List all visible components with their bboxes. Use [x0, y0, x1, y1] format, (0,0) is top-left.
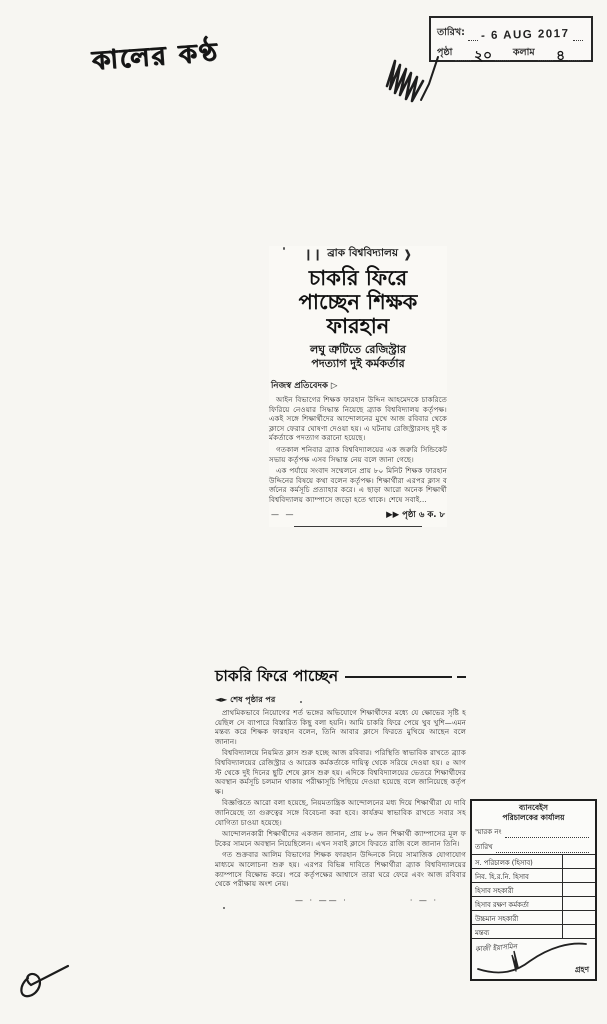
- designation-label: উচ্চমান সহকারী: [475, 915, 519, 923]
- office-routing-stamp: [470, 799, 597, 981]
- dotted-leader: [468, 30, 478, 41]
- routing-row: [472, 882, 595, 896]
- stamp-date-row: [437, 21, 586, 41]
- headline-rule-tail: [457, 676, 466, 678]
- designation-label: নিব. হি.র.নি. হিসাব: [475, 873, 529, 881]
- date-field-label: তারিখ: [475, 843, 493, 851]
- clipping-paragraph: এক পর্যায়ে সংবাদ সম্মেলনে প্রায় ৮০ মিনিট শিক্ষক ফারহান উদ্দিনের বিষয়ে কথা বলেন কর্তৃপক্ষ। শিক্ষার্থীরা এরপর ক্লাস বর্জনের কর্মসূচি প্রত্যাহার করে। এ ছাড়া আরো অনেক শিক্ষার্থী বিশ্ববিদ্যালয় ক্যাম্পাসে জড়ো হতে থাকে। শেষে সবাই...: [269, 467, 447, 504]
- clipping-end-rule: [294, 526, 422, 527]
- clipping-paragraph: গতকাল শনিবার ব্র্যাক বিশ্ববিদ্যালয়ের এক জরুরি সিন্ডিকেট সভায় কর্তৃপক্ষ এসব সিদ্ধান্ত নেয় বলে জানা গেছে।: [269, 445, 447, 464]
- torn-edge-mark-left: ❙❙: [303, 248, 323, 261]
- dotted-leader: [573, 30, 583, 41]
- date-field: [472, 839, 595, 854]
- initial-cell: [562, 855, 595, 868]
- subhead-line-2: পদত্যাগ দুই কর্মকর্তার: [311, 357, 405, 370]
- office-name: ব্যানবেইস: [518, 803, 549, 812]
- dotted-leader: [495, 50, 510, 61]
- page-label: পৃষ্ঠা: [437, 47, 453, 58]
- article-paragraph: আন্দোলনকারী শিক্ষার্থীদের একজন জানান, প্রায় ৮০ জন শিক্ষার্থী ক্যাম্পাসের মূল ফটকের সামনে অবস্থান নিয়েছিলেন। এখন সবাই ক্লাসে ফিরতে রাজি বলে জানান তিনি।: [215, 830, 466, 848]
- memo-number-field: [472, 824, 595, 839]
- routing-stamp-header: [472, 801, 595, 824]
- routing-row: [472, 896, 595, 910]
- subhead-line-1: লঘু ত্রুটিতে রেজিস্ট্রার: [310, 343, 406, 356]
- end-dashes: — —: [271, 510, 296, 520]
- initial-cell: [562, 869, 595, 882]
- article-end-dashes-row: [215, 896, 466, 905]
- signature-area: [472, 938, 595, 979]
- dotted-leader: [538, 50, 553, 61]
- date-stamp-value: - 6 AUG 2017: [481, 27, 570, 43]
- designation-label: মন্তব্য: [475, 929, 490, 937]
- headline-line-3: ফারহান: [326, 314, 390, 338]
- article-paragraph: গত শুক্রবার আলিম বিভাগের শিক্ষক ফারহান উদ্দিনকে নিয়ে সামাজিক যোগাযোগ মাধ্যমে আলোচনা শুরু হয়। এরপর বিভিন্ন দাবিতে শিক্ষার্থীরা ব্র্যাক বিশ্ববিদ্যালয়ের ক্যাম্পাসে বিক্ষোভ করে। পরে কর্তৃপক্ষের আশ্বাসে তারা ঘরে ফেরে এবং আজ রবিবার থেকে পরীক্ষায় অংশ নেয়।: [215, 851, 466, 889]
- headline-line-1: চাকরি ফিরে: [308, 266, 408, 290]
- initial-cell: [562, 925, 595, 938]
- torn-edge-mark-right: ❱: [403, 248, 413, 261]
- clipping-kicker-row: [269, 246, 447, 263]
- signature-name-handwritten: কাজী ইয়াসমিন: [474, 942, 518, 954]
- routing-row: [472, 924, 595, 938]
- routing-row: [472, 854, 595, 868]
- continued-article: [215, 664, 466, 905]
- initial-cell: [562, 897, 595, 910]
- dotted-leader: [505, 827, 589, 838]
- designation-label: স. পরিচালক (হিসাব): [475, 859, 533, 867]
- article-paragraph: বিজ্ঞপ্তিতে আরো বলা হয়েছে, নিয়মতান্ত্রিক আন্দোলনের মধ্য দিয়ে শিক্ষার্থীরা যে দাবি জানিয়েছে তা গুরুত্বের সঙ্গে বিবেচনা করা হবে। কার্যক্রম স্বাভাবিক রাখতে সবার সহযোগিতা চাওয়া হয়েছে।: [215, 799, 466, 827]
- headline-rule: [345, 676, 452, 678]
- routing-row: [472, 910, 595, 924]
- dotted-leader: [568, 50, 583, 61]
- receipt-label: গ্রহণ: [574, 965, 589, 974]
- continued-headline: চাকরি ফিরে পাচ্ছেন: [215, 667, 339, 685]
- designation-label: হিসাব রক্ষণ কর্মকর্তা: [475, 901, 529, 909]
- date-label: তারিখ:: [437, 27, 465, 38]
- clipping-jump-row: [269, 508, 447, 522]
- dotted-leader: [496, 842, 589, 853]
- clipping-paragraph: আইন বিভাগের শিক্ষক ফারহান উদ্দিন আহমেদকে চাকরিতে ফিরিয়ে নেওয়ার সিদ্ধান্ত নিয়েছে ব্র্যাক বিশ্ববিদ্যালয় কর্তৃপক্ষ। একই সঙ্গে শিক্ষার্থীদের আন্দোলনের মুখে আজ রবিবার থেকে ক্লাসে ফেরার ঘোষণা দেওয়া হয়। এ ঘটনায় রেজিস্ট্রারসহ দুই কর্মকর্তাকে পদত্যাগ করানো হয়েছে।: [269, 396, 447, 443]
- page-number-handwritten: ২০: [473, 47, 493, 65]
- initial-cell: [562, 911, 595, 924]
- pen-scribble-mark: [381, 48, 465, 106]
- continuation-arrows-icon: ▶▶ পৃষ্ঠা ৬ ক. ৮: [386, 509, 445, 520]
- clipping-byline: নিজস্ব প্রতিবেদক ▷: [271, 381, 338, 391]
- clipping-headline: [269, 266, 447, 338]
- scan-speck: [283, 247, 285, 250]
- newspaper-name-handwritten: কালের কণ্ঠ: [91, 37, 221, 77]
- clipping-subhead: [269, 343, 447, 371]
- memo-number-label: স্মারক নং: [475, 828, 502, 836]
- continued-body-text: [215, 709, 466, 890]
- routing-row: [472, 868, 595, 882]
- scan-speck: [223, 907, 225, 909]
- continued-headline-row: [215, 664, 466, 690]
- end-dashes: · — ·: [409, 895, 438, 905]
- office-title: পরিচালকের কার্যালয়: [502, 813, 565, 822]
- designation-label: হিসাব সহকারী: [475, 887, 514, 895]
- handwritten-initial-mark: [12, 956, 90, 1008]
- column-label: কলাম: [512, 47, 535, 58]
- article-paragraph: বিশ্ববিদ্যালয়ে নিয়মিত ক্লাস শুরু হচ্ছে আজ রবিবার। পরিস্থিতি স্বাভাবিক রাখতে ব্র্যাক বিশ্ববিদ্যালয়ের রেজিস্ট্রার ও আরেক কর্মকর্তাকে দায়িত্ব থেকে সরিয়ে দেওয়া হয়। ৫ আগস্ট থেকে দুই দিনের ছুটি শেষে ক্লাস শুরু হয়। এদিকে বিশ্ববিদ্যালয়ের ভেতরে শিক্ষার্থীদের অবস্থান কর্মসূচি চলমান থাকায় পরীক্ষাসূচি পিছিয়ে দেওয়া হয়েছে বলে জানিয়েছে কর্তৃপক্ষ।: [215, 749, 466, 796]
- headline-line-2: পাচ্ছেন শিক্ষক: [298, 290, 418, 314]
- initial-cell: [562, 883, 595, 896]
- clipping-body-text: [269, 396, 447, 506]
- continued-from-marker: ◄► শেষ পৃষ্ঠার পর: [215, 695, 276, 704]
- column-number-handwritten: ৪: [555, 47, 566, 65]
- article-paragraph: প্রাথমিকভাবে নিয়োগের শর্ত ভঙ্গের অভিযোগে শিক্ষার্থীদের মধ্যে যে ক্ষোভের সৃষ্টি হয়েছিল সে ব্যাপারে বিস্তারিত কিছু বলা হয়নি। আমি চাকরি ফিরে পেয়ে খুব খুশি—এমন মন্তব্য করে শিক্ষক ফারহান বলেন, তিনি আবার ক্লাসে ফিরতে মুখিয়ে আছেন বলে জানান।: [215, 709, 466, 746]
- newspaper-clipping: [269, 246, 447, 527]
- scan-speck: [300, 701, 302, 703]
- end-dashes: — · —— ·: [295, 895, 348, 905]
- clipping-kicker: ব্রাক বিশ্ববিদ্যালয়: [327, 247, 399, 259]
